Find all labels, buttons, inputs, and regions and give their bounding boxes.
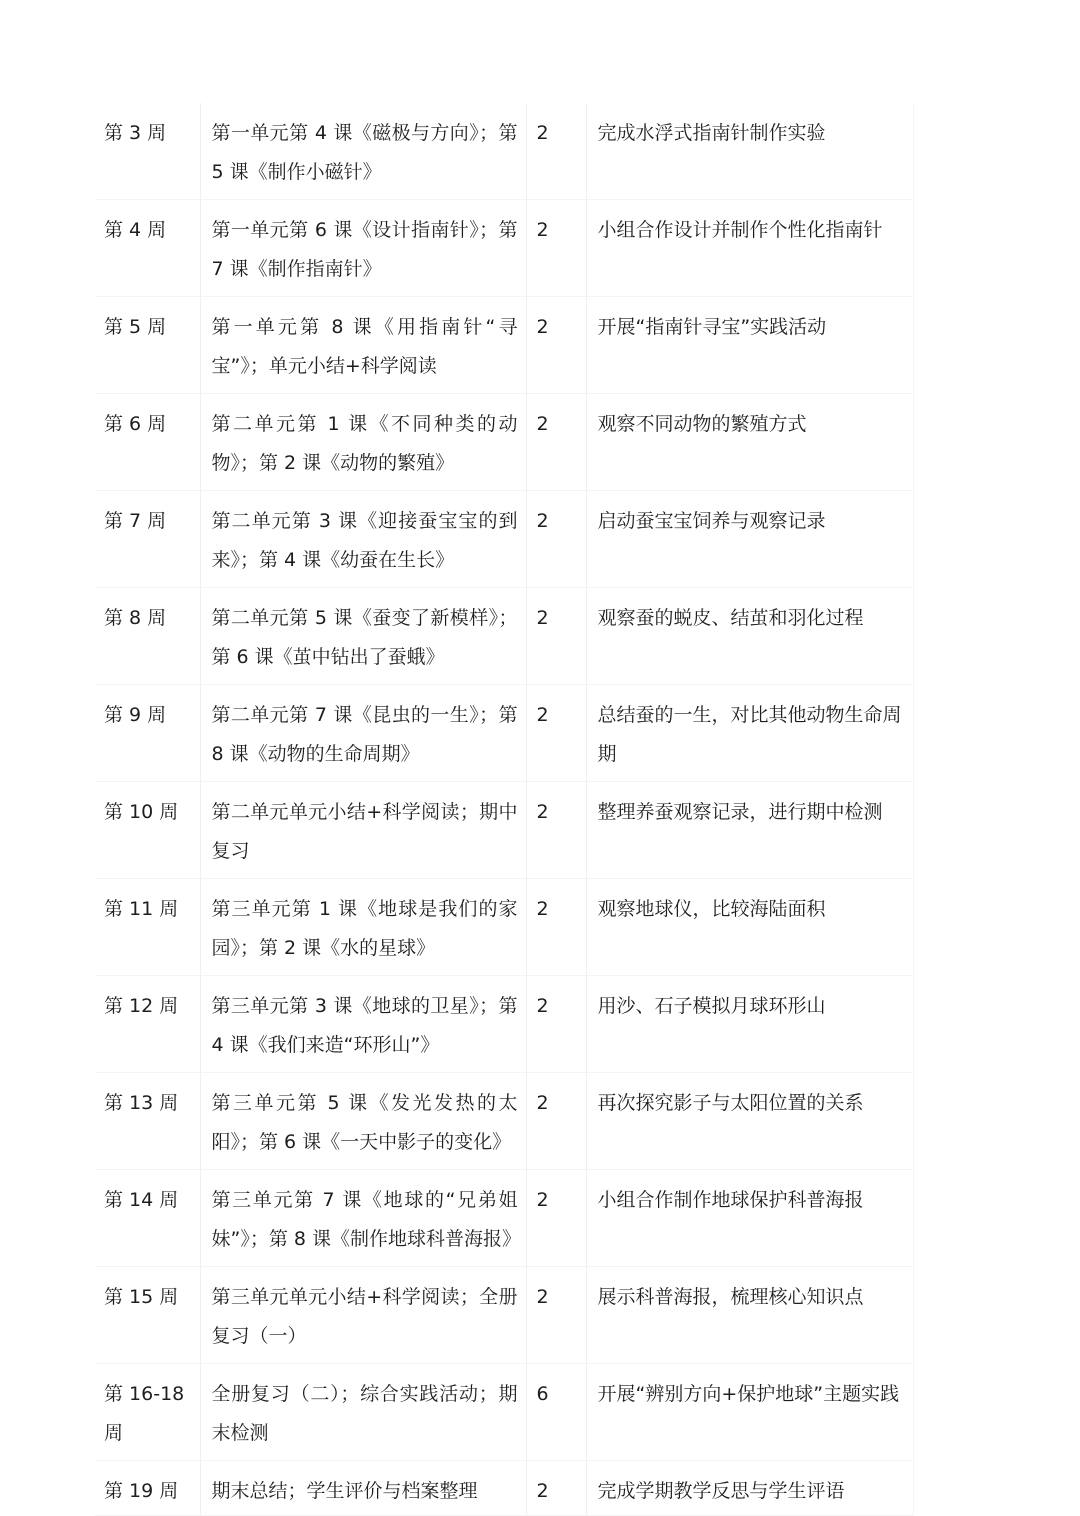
- table-row: [95, 685, 913, 782]
- activity-cell: 总结蚕的一生，对比其他动物生命周期: [586, 685, 913, 782]
- week-cell: 第 13 周: [95, 1073, 200, 1170]
- activity-cell: 完成学期教学反思与学生评语: [586, 1461, 913, 1516]
- table-row: [95, 394, 913, 491]
- week-cell: 第 9 周: [95, 685, 200, 782]
- content-cell: 第二单元第 7 课《昆虫的一生》；第 8 课《动物的生命周期》: [200, 685, 526, 782]
- table-row: [95, 588, 913, 685]
- week-cell: 第 14 周: [95, 1170, 200, 1267]
- activity-cell: 小组合作设计并制作个性化指南针: [586, 200, 913, 297]
- content-cell: 第二单元第 3 课《迎接蚕宝宝的到来》；第 4 课《幼蚕在生长》: [200, 491, 526, 588]
- week-cell: 第 4 周: [95, 200, 200, 297]
- table-row: [95, 782, 913, 879]
- hours-cell: 2: [526, 588, 586, 685]
- activity-cell: 观察地球仪，比较海陆面积: [586, 879, 913, 976]
- content-cell: 第二单元单元小结+科学阅读；期中复习: [200, 782, 526, 879]
- hours-cell: 2: [526, 297, 586, 394]
- table-row: [95, 879, 913, 976]
- hours-cell: 2: [526, 685, 586, 782]
- hours-cell: 2: [526, 491, 586, 588]
- hours-cell: 2: [526, 200, 586, 297]
- hours-cell: 2: [526, 976, 586, 1073]
- table-row: [95, 103, 913, 200]
- content-cell: 第一单元第 8 课《用指南针“寻宝”》；单元小结+科学阅读: [200, 297, 526, 394]
- table-body: [95, 103, 913, 1515]
- content-cell: 第一单元第 6 课《设计指南针》；第 7 课《制作指南针》: [200, 200, 526, 297]
- content-cell: 第三单元单元小结+科学阅读；全册复习（一）: [200, 1267, 526, 1364]
- content-cell: 第三单元第 7 课《地球的“兄弟姐妹”》；第 8 课《制作地球科普海报》: [200, 1170, 526, 1267]
- table-row: [95, 297, 913, 394]
- hours-cell: 2: [526, 1267, 586, 1364]
- week-cell: 第 6 周: [95, 394, 200, 491]
- activity-cell: 开展“指南针寻宝”实践活动: [586, 297, 913, 394]
- activity-cell: 整理养蚕观察记录，进行期中检测: [586, 782, 913, 879]
- activity-cell: 再次探究影子与太阳位置的关系: [586, 1073, 913, 1170]
- week-cell: 第 15 周: [95, 1267, 200, 1364]
- week-cell: 第 3 周: [95, 103, 200, 200]
- hours-cell: 2: [526, 1170, 586, 1267]
- hours-cell: 2: [526, 879, 586, 976]
- content-cell: 第三单元第 5 课《发光发热的太阳》；第 6 课《一天中影子的变化》: [200, 1073, 526, 1170]
- week-cell: 第 12 周: [95, 976, 200, 1073]
- content-cell: 第三单元第 1 课《地球是我们的家园》；第 2 课《水的星球》: [200, 879, 526, 976]
- hours-cell: 2: [526, 782, 586, 879]
- activity-cell: 小组合作制作地球保护科普海报: [586, 1170, 913, 1267]
- week-cell: 第 10 周: [95, 782, 200, 879]
- week-cell: 第 5 周: [95, 297, 200, 394]
- activity-cell: 完成水浮式指南针制作实验: [586, 103, 913, 200]
- content-cell: 第二单元第 5 课《蚕变了新模样》；第 6 课《茧中钻出了蚕蛾》: [200, 588, 526, 685]
- activity-cell: 观察不同动物的繁殖方式: [586, 394, 913, 491]
- activity-cell: 观察蚕的蜕皮、结茧和羽化过程: [586, 588, 913, 685]
- activity-cell: 用沙、石子模拟月球环形山: [586, 976, 913, 1073]
- hours-cell: 2: [526, 1461, 586, 1516]
- activity-cell: 开展“辨别方向+保护地球”主题实践: [586, 1364, 913, 1461]
- week-cell: 第 11 周: [95, 879, 200, 976]
- content-cell: 第二单元第 1 课《不同种类的动物》；第 2 课《动物的繁殖》: [200, 394, 526, 491]
- table-row: [95, 1073, 913, 1170]
- week-cell: 第 7 周: [95, 491, 200, 588]
- week-cell: 第 8 周: [95, 588, 200, 685]
- teaching-schedule-table: [95, 103, 914, 1516]
- hours-cell: 2: [526, 103, 586, 200]
- week-cell: 第 19 周: [95, 1461, 200, 1516]
- content-cell: 第三单元第 3 课《地球的卫星》；第 4 课《我们来造“环形山”》: [200, 976, 526, 1073]
- table-row: [95, 1170, 913, 1267]
- table-row: [95, 1461, 913, 1516]
- hours-cell: 6: [526, 1364, 586, 1461]
- content-cell: 第一单元第 4 课《磁极与方向》；第 5 课《制作小磁针》: [200, 103, 526, 200]
- activity-cell: 启动蚕宝宝饲养与观察记录: [586, 491, 913, 588]
- activity-cell: 展示科普海报，梳理核心知识点: [586, 1267, 913, 1364]
- table-row: [95, 1364, 913, 1461]
- week-cell: 第 16-18 周: [95, 1364, 200, 1461]
- content-cell: 全册复习（二）；综合实践活动；期末检测: [200, 1364, 526, 1461]
- hours-cell: 2: [526, 394, 586, 491]
- table-row: [95, 976, 913, 1073]
- table-row: [95, 491, 913, 588]
- table-row: [95, 200, 913, 297]
- content-cell: 期末总结；学生评价与档案整理: [200, 1461, 526, 1516]
- hours-cell: 2: [526, 1073, 586, 1170]
- table-row: [95, 1267, 913, 1364]
